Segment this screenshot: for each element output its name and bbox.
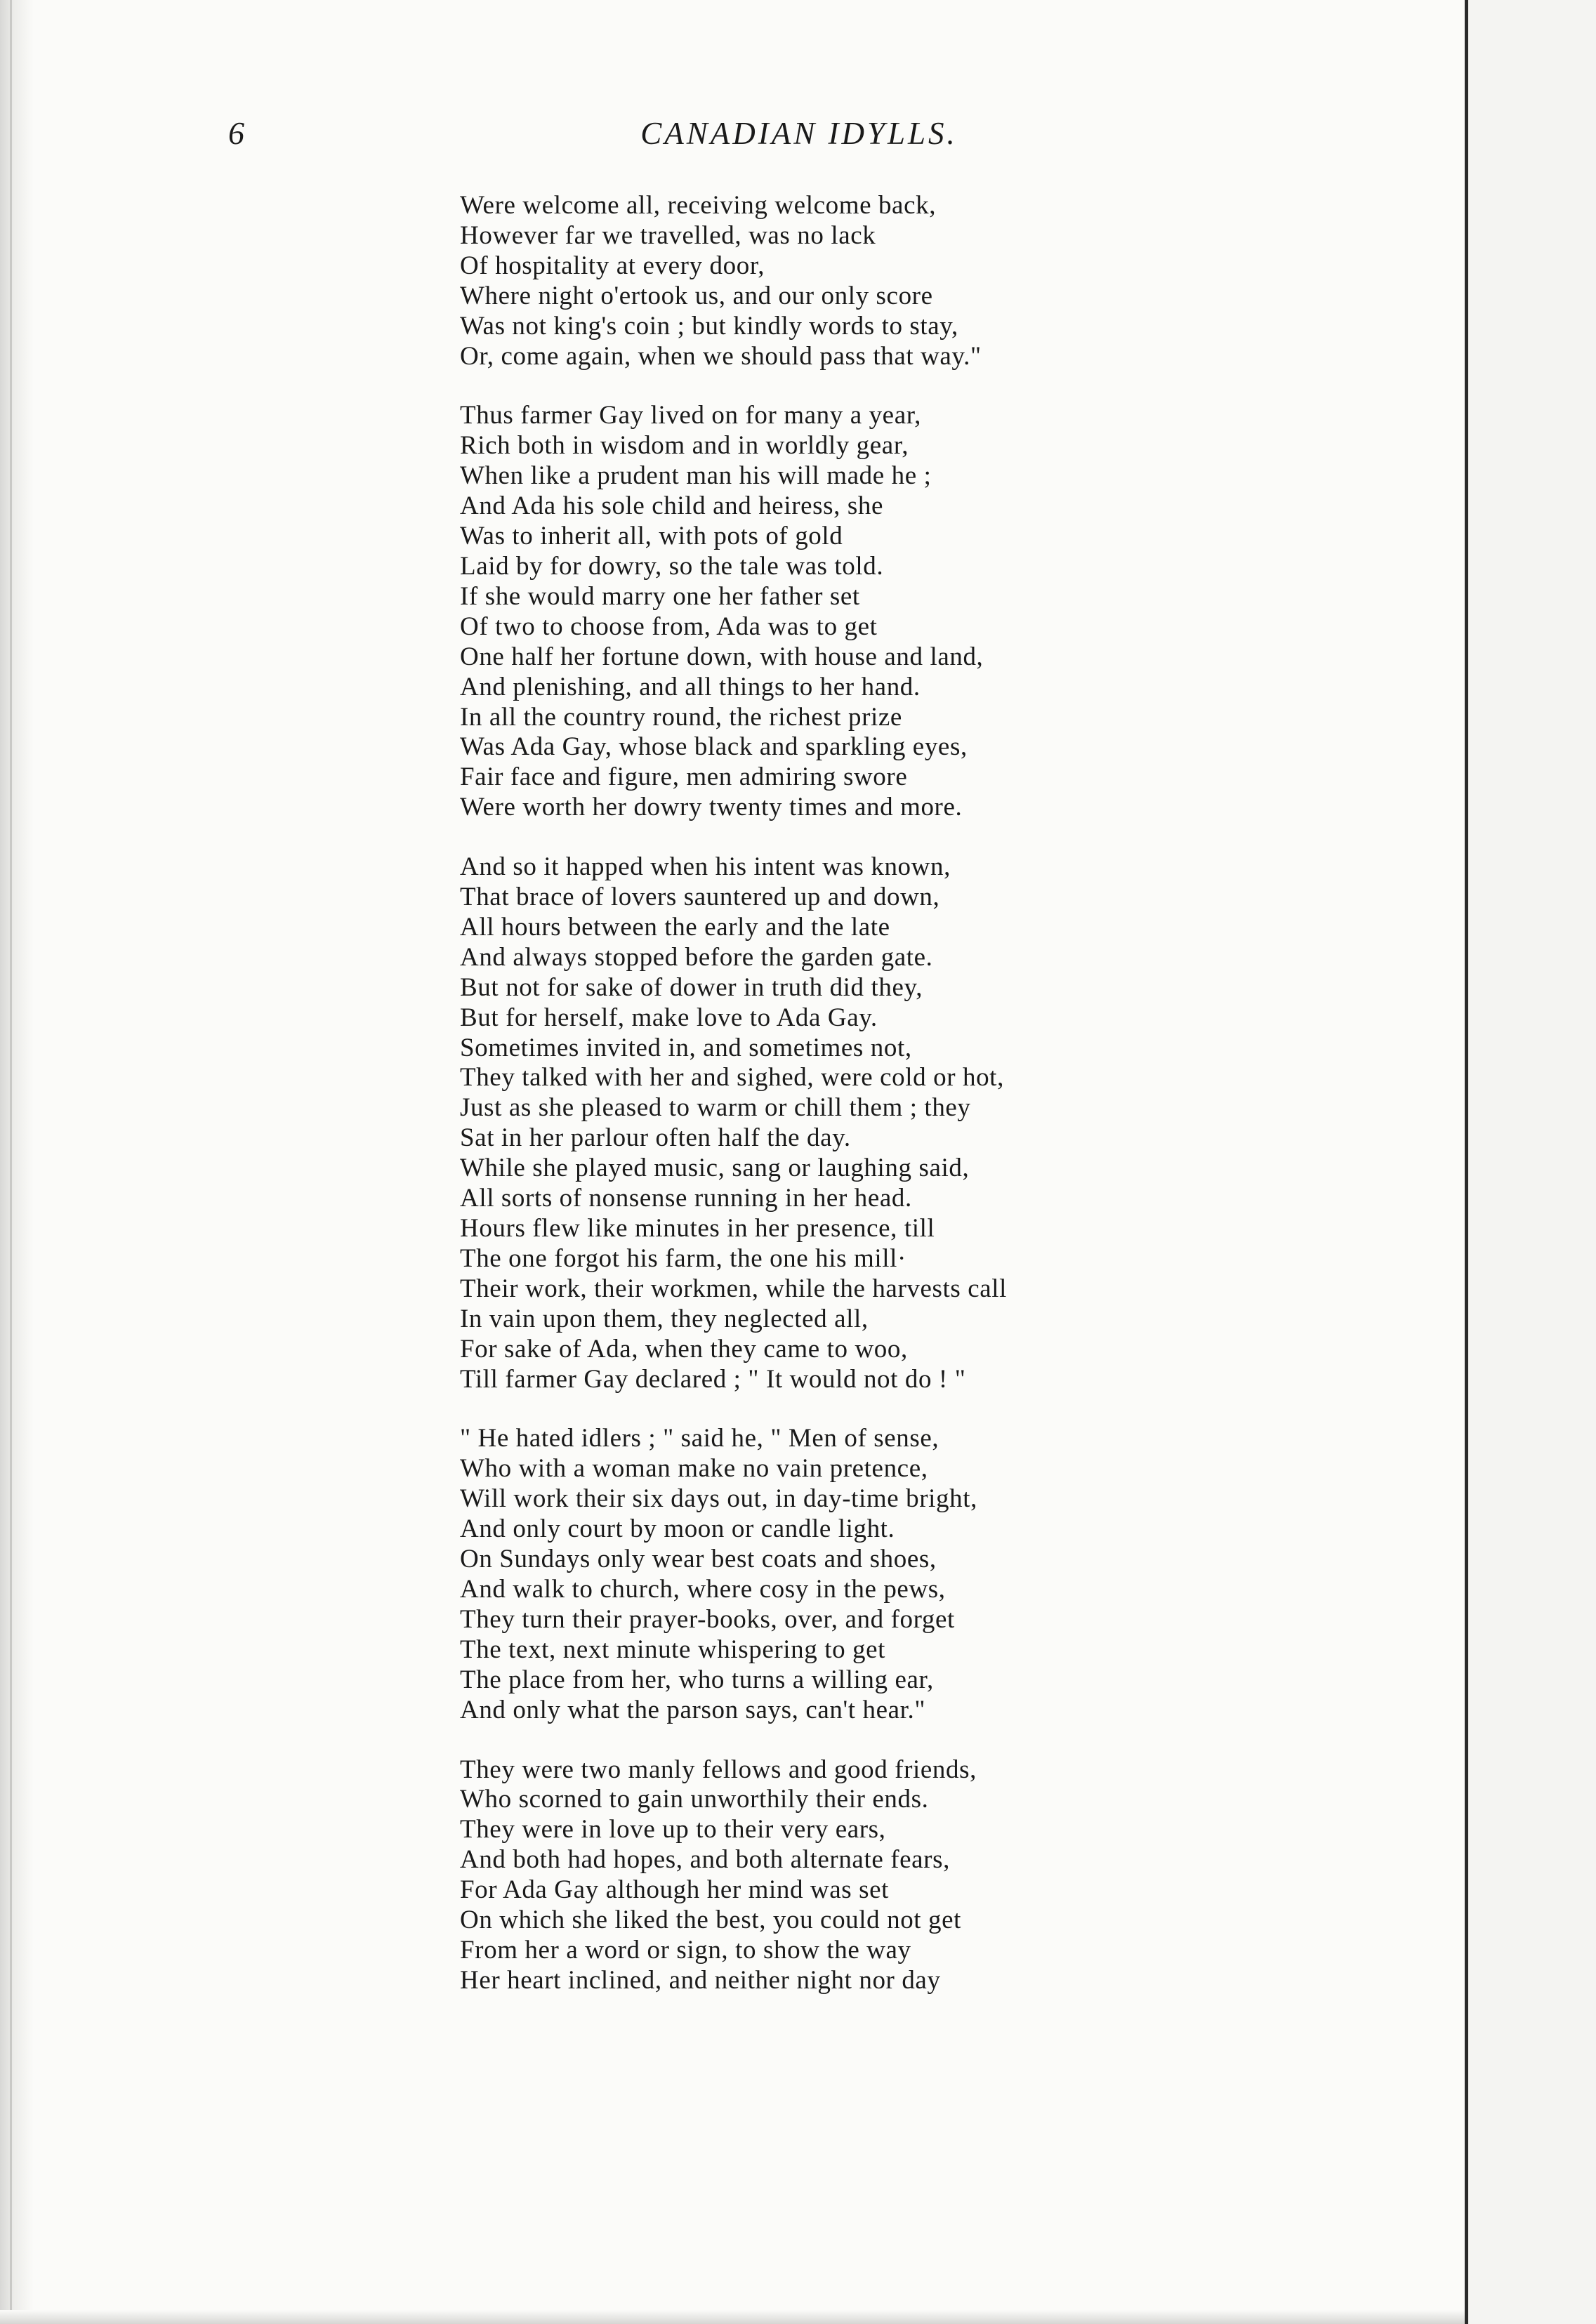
bottom-edge-shadow — [0, 2310, 1465, 2324]
poem-line: They turn their prayer-books, over, and forget — [460, 1604, 955, 1634]
binding-shadow — [0, 0, 34, 2324]
poem-line: From her a word or sign, to show the way — [460, 1935, 911, 1965]
poem-line: Was not king's coin ; but kindly words to stay, — [460, 311, 958, 341]
poem-line: But for herself, make love to Ada Gay. — [460, 1003, 878, 1032]
poem-line: If she would marry one her father set — [460, 581, 860, 611]
running-title: CANADIAN IDYLLS. — [640, 116, 958, 151]
poem-line: The place from her, who turns a willing ear, — [460, 1665, 934, 1694]
poem-line: Who with a woman make no vain pretence, — [460, 1454, 928, 1484]
poem-line: Their work, their workmen, while the harvests call — [460, 1274, 1008, 1303]
poem-line: And plenishing, and all things to her hand. — [460, 672, 921, 701]
poem-line: While she played music, sang or laughing said, — [460, 1154, 970, 1183]
stanza — [460, 191, 1457, 371]
poem-line: Will work their six days out, in day-time bright, — [460, 1484, 977, 1514]
poem-line: All sorts of nonsense running in her head. — [460, 1184, 912, 1213]
poem-line: And always stopped before the garden gate. — [460, 942, 933, 972]
poem-line: And only what the parson says, can't hear." — [460, 1695, 926, 1724]
page-number: 6 — [228, 115, 244, 151]
poem-line: Her heart inclined, and neither night nor day — [460, 1965, 941, 1995]
poem-line: On which she liked the best, you could not get — [460, 1906, 962, 1935]
right-margin — [1468, 0, 1596, 2324]
poem-line: Just as she pleased to warm or chill them ; they — [460, 1093, 971, 1123]
stanza — [460, 852, 1457, 1394]
poem-line: Were welcome all, receiving welcome back, — [460, 191, 937, 220]
stanza — [460, 1755, 1457, 1996]
page-header — [0, 109, 1465, 158]
poem-line: However far we travelled, was no lack — [460, 220, 876, 250]
poem-line: When like a prudent man his will made he ; — [460, 461, 932, 491]
poem-line: For sake of Ada, when they came to woo, — [460, 1334, 908, 1364]
poem-body — [460, 191, 1457, 2026]
poem-line: Where night o'ertook us, and our only score — [460, 281, 933, 310]
poem-line: They talked with her and sighed, were cold or hot, — [460, 1063, 1004, 1092]
poem-line: And so it happed when his intent was known, — [460, 852, 951, 882]
poem-line: Was Ada Gay, whose black and sparkling eyes, — [460, 732, 968, 762]
poem-line: Was to inherit all, with pots of gold — [460, 522, 843, 551]
poem-line: Or, come again, when we should pass that way." — [460, 341, 982, 371]
poem-line: Hours flew like minutes in her presence, till — [460, 1214, 935, 1243]
stanza — [460, 1424, 1457, 1725]
poem-line: That brace of lovers sauntered up and down, — [460, 883, 940, 912]
poem-line: The text, next minute whispering to get — [460, 1635, 886, 1664]
poem-line: Laid by for dowry, so the tale was told. — [460, 551, 884, 581]
poem-line: The one forgot his farm, the one his mill· — [460, 1243, 906, 1273]
poem-line: All hours between the early and the late — [460, 912, 890, 942]
poem-line: Fair face and figure, men admiring swore — [460, 762, 908, 792]
poem-line: Sat in her parlour often half the day. — [460, 1123, 851, 1153]
poem-line: They were two manly fellows and good friends, — [460, 1755, 977, 1784]
poem-line: " He hated idlers ; " said he, " Men of sense, — [460, 1424, 939, 1453]
poem-line: Till farmer Gay declared ; " It would not do ! " — [460, 1364, 966, 1394]
poem-line: Of two to choose from, Ada was to get — [460, 612, 878, 641]
poem-line: And Ada his sole child and heiress, she — [460, 491, 883, 521]
poem-line: Thus farmer Gay lived on for many a year, — [460, 401, 922, 430]
poem-line: Sometimes invited in, and sometimes not, — [460, 1033, 912, 1062]
poem-line: Of hospitality at every door, — [460, 251, 765, 280]
poem-line: In all the country round, the richest prize — [460, 702, 902, 732]
stanza — [460, 401, 1457, 823]
poem-line: They were in love up to their very ears, — [460, 1815, 886, 1844]
poem-line: But not for sake of dower in truth did they, — [460, 972, 923, 1002]
poem-line: And only court by moon or candle light. — [460, 1514, 895, 1544]
poem-line: In vain upon them, they neglected all, — [460, 1304, 869, 1333]
poem-line: On Sundays only wear best coats and shoes, — [460, 1545, 937, 1574]
binding-edge-line — [10, 0, 12, 2324]
poem-line: And both had hopes, and both alternate fears, — [460, 1845, 950, 1875]
poem-line: One half her fortune down, with house and land, — [460, 642, 984, 671]
poem-line: Who scorned to gain unworthily their ends. — [460, 1785, 929, 1814]
poem-line: And walk to church, where cosy in the pews, — [460, 1574, 946, 1604]
poem-line: For Ada Gay although her mind was set — [460, 1875, 890, 1905]
poem-line: Were worth her dowry twenty times and more. — [460, 793, 963, 822]
poem-line: Rich both in wisdom and in worldly gear, — [460, 431, 909, 461]
